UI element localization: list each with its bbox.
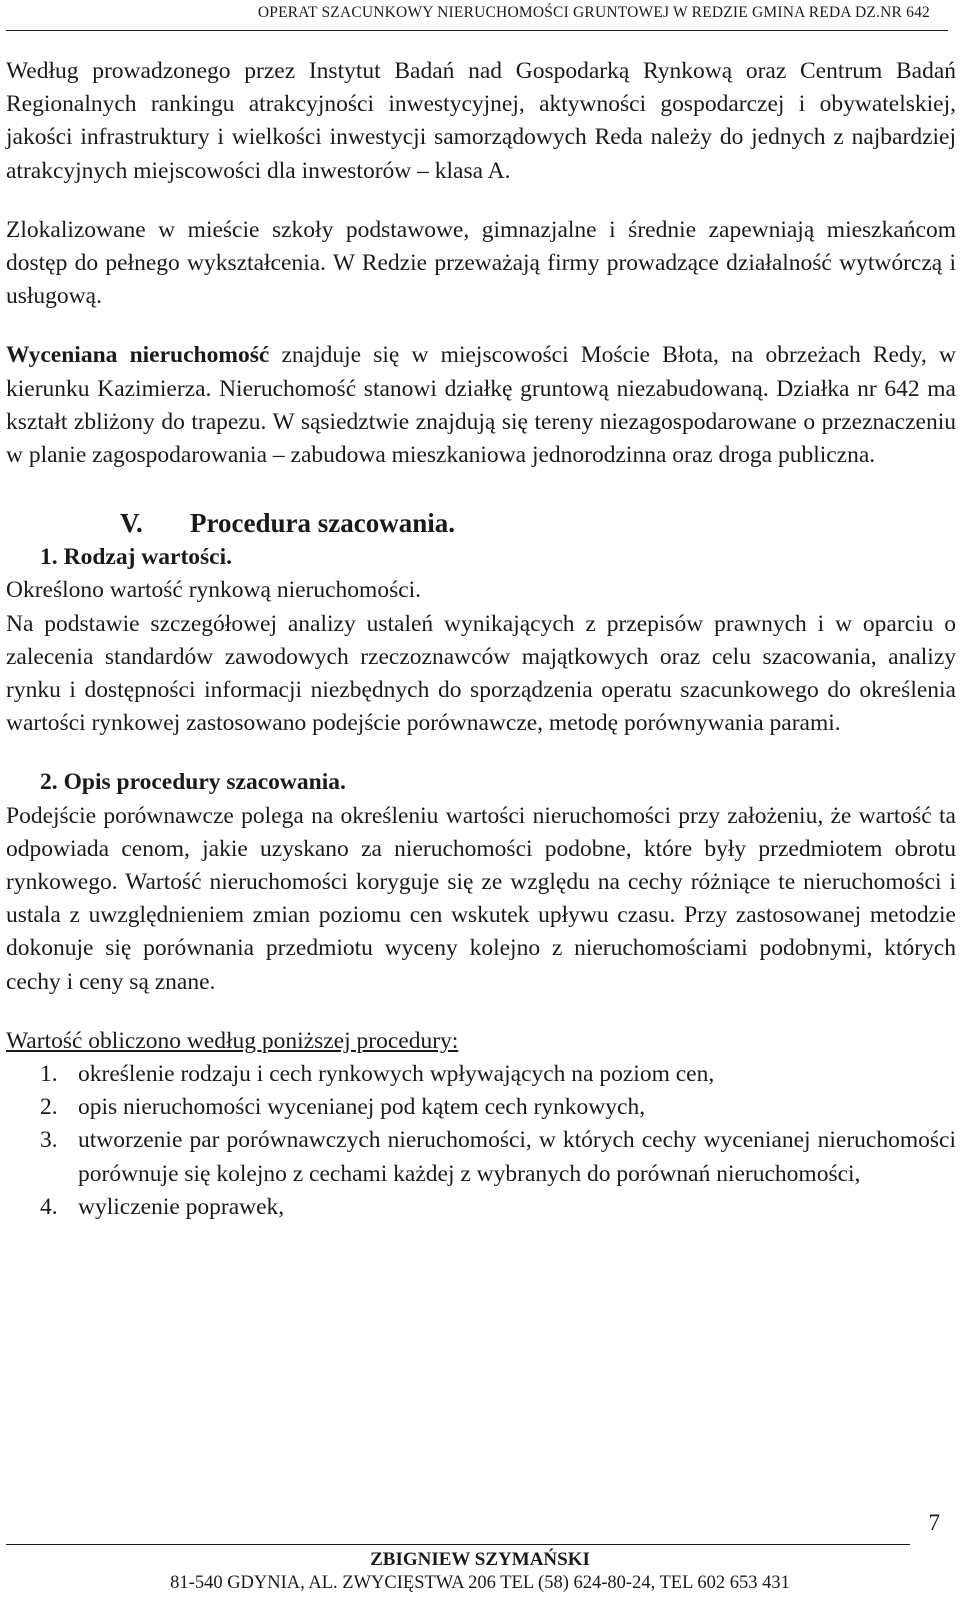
footer-rule <box>6 1544 910 1545</box>
list-item <box>6 1191 956 1224</box>
value-type-line: Określono wartość rynkową nieruchomości. <box>6 577 422 604</box>
subsection-number-1: 1. <box>40 544 58 571</box>
footer-address: 81-540 GDYNIA, AL. ZWYCIĘSTWA 206 TEL (58) 624-80-24, TEL 602 653 431 <box>170 1573 790 1593</box>
list-item <box>6 1124 956 1190</box>
list-item-text: opis nieruchomości wycenianej pod kątem cech rynkowych, <box>78 1094 646 1121</box>
subsection-heading-1 <box>6 541 956 574</box>
list-item-text: utworzenie par porównawczych nieruchomości, w których cechy wycenianej nieruchomości porównuje się kolejno z cechami każdej z wybranych do porównań nieruchomości, <box>78 1127 956 1187</box>
section-heading <box>6 505 956 541</box>
list-item-text: określenie rodzaju i cech rynkowych wpływających na poziom cen, <box>78 1061 715 1088</box>
paragraph-schools: Zlokalizowane w mieście szkoły podstawowe, gimnazjalne i średnie zapewniają mieszkańcom dostęp do pełnego wykształcenia. W Redzie przeważają firmy prowadzące działalność wytwórczą i usługową. <box>6 216 956 310</box>
paragraph-approach: Na podstawie szczegółowej analizy ustaleń wynikających z przepisów prawnych i w oparciu o zalecenia standardów zawodowych rzeczoznawców majątkowych oraz celu szacowania, analizy rynku i dostępności informacji niezbędnych do sporządzenia operatu szacunkowego do określenia wartości rynkowej zastosowano podejście porównawcze, metodę porównywania parami. <box>6 610 956 737</box>
page-content <box>6 55 956 1224</box>
list-item-number: 4. <box>40 1193 58 1220</box>
list-item <box>6 1058 956 1091</box>
paragraph-ranking: Według prowadzonego przez Instytut Badań nad Gospodarką Rynkową oraz Centrum Badań Regionalnych rankingu atrakcyjności inwestycyjnej, aktywności gospodarczej i obywatelskiej, jakości infrastruktury i wielkości inwestycji samorządowych Reda należy do jednych z najbardziej atrakcyjnych miejscowości dla inwestorów – klasa A. <box>6 58 956 184</box>
list-item <box>6 1091 956 1124</box>
subsection-title-1: Rodzaj wartości. <box>63 544 233 571</box>
property-label: Wyceniana nieruchomość <box>6 342 270 369</box>
page-header: OPERAT SZACUNKOWY NIERUCHOMOŚCI GRUNTOWEJ W REDZIE GMINA REDA DZ.NR 642 <box>257 4 930 21</box>
subsection-heading-2 <box>6 766 956 799</box>
section-number: V. <box>120 508 143 539</box>
list-item-text: wyliczenie poprawek, <box>78 1193 285 1220</box>
header-rule <box>6 30 948 31</box>
procedure-intro: Wartość obliczono według poniższej procedury: <box>6 1027 459 1054</box>
list-item-number: 1. <box>40 1061 58 1088</box>
property-description: znajduje się w miejscowości Moście Błota, na obrzeżach Redy, w kierunku Kazimierza. Nieruchomość stanowi działkę gruntową niezabudowaną. Działka nr 642 ma kształt zbliżony do trapezu. W sąsiedztwie znajdują się tereny niezagospodarowane o przeznaczeniu w planie zagospodarowania – zabudowa mieszkaniowa jednorodzinna oraz droga publiczna. <box>6 342 956 469</box>
list-item-number: 3. <box>40 1127 58 1154</box>
subsection-number-2: 2. <box>40 769 58 796</box>
paragraph-comparative: Podejście porównawcze polega na określeniu wartości nieruchomości przy założeniu, że wartość ta odpowiada cenom, jakie uzyskano za nieruchomości podobne, które były przedmiotem obrotu rynkowego. Wartość nieruchomości koryguje się ze względu na cechy różniące te nieruchomości i ustala z uwzględnieniem zmian poziomu cen wskutek upływu czasu. Przy zastosowanej metodzie dokonuje się porównania przedmiotu wyceny kolejno z nieruchomościami podobnymi, których cechy i ceny są znane. <box>6 802 956 995</box>
subsection-title-2: Opis procedury szacowania. <box>63 769 346 796</box>
footer-author-name: ZBIGNIEW SZYMAŃSKI <box>370 1549 590 1570</box>
page-number: 7 <box>928 1510 940 1535</box>
list-item-number: 2. <box>40 1094 58 1121</box>
procedure-list <box>6 1058 956 1224</box>
paragraph-property <box>6 339 956 472</box>
section-title: Procedura szacowania. <box>190 508 455 539</box>
